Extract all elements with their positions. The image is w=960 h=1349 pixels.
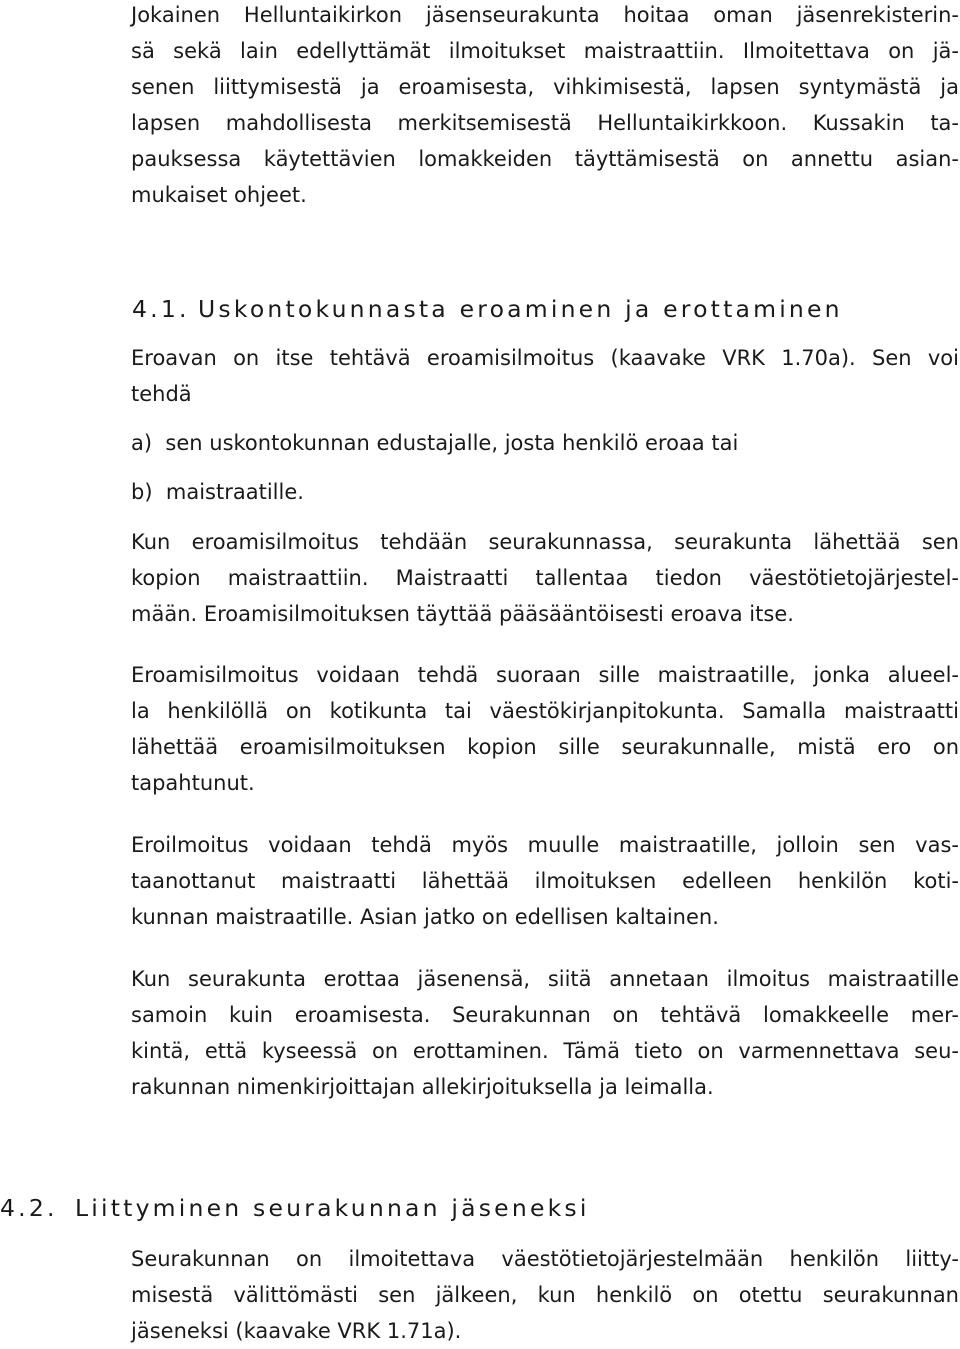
- text-line: kintä, että kyseessä on erottaminen. Tämä tieto on varmennettava seu-: [131, 1039, 959, 1063]
- section-4-2-paragraph-1: [131, 1241, 959, 1349]
- text-line: sä sekä lain edellyttämät ilmoitukset maistraattiin. Ilmoitettava on jä-: [131, 39, 959, 63]
- text-line: Seurakunnan on ilmoitettava väestötietojärjestelmään henkilön liitty-: [131, 1247, 959, 1271]
- section-4-1-list: [131, 474, 959, 510]
- text-line: jäseneksi (kaavake VRK 1.71a).: [131, 1319, 462, 1343]
- text-line: taanottanut maistraatti lähettää ilmoituksen edelleen henkilön koti-: [131, 869, 959, 893]
- text-line: tapahtunut.: [131, 771, 255, 795]
- section-4-1-paragraph-5: [131, 961, 959, 1105]
- section-4-1-paragraph-1: [131, 340, 959, 412]
- text-line: kopion maistraattiin. Maistraatti tallentaa tiedon väestötietojärjestel-: [131, 566, 959, 590]
- text-line: lähettää eroamisilmoituksen kopion sille seurakunnalle, mistä ero on: [131, 735, 959, 759]
- text-line: lapsen mahdollisesta merkitsemisestä Helluntaikirkkoon. Kussakin ta-: [131, 111, 959, 135]
- section-title: Uskontokunnasta eroaminen ja erottaminen: [198, 295, 843, 323]
- text-line: senen liittymisestä ja eroamisesta, vihkimisestä, lapsen syntymästä ja: [131, 75, 959, 99]
- text-line: Kun seurakunta erottaa jäsenensä, siitä annetaan ilmoitus maistraatille: [131, 967, 959, 991]
- text-line: Eroilmoitus voidaan tehdä myös muulle maistraatille, jolloin sen vas-: [131, 833, 959, 857]
- text-line: Kun eroamisilmoitus tehdään seurakunnassa, seurakunta lähettää sen: [131, 530, 959, 554]
- section-heading-4-2: [0, 1190, 960, 1226]
- text-line: Jokainen Helluntaikirkon jäsenseurakunta hoitaa oman jäsenrekisterin-: [131, 3, 959, 27]
- section-4-1-paragraph-4: [131, 827, 959, 935]
- section-heading-4-1: [0, 291, 960, 327]
- section-number: 4.1.: [132, 295, 190, 323]
- text-line: Eroavan on itse tehtävä eroamisilmoitus (kaavake VRK 1.70a). Sen voi: [131, 346, 959, 370]
- intro-paragraph: [131, 0, 959, 213]
- text-line: la henkilöllä on kotikunta tai väestökirjanpitokunta. Samalla maistraatti: [131, 699, 959, 723]
- text-line: Eroamisilmoitus voidaan tehdä suoraan sille maistraatille, jonka alueel-: [131, 663, 959, 687]
- list-item: a) sen uskontokunnan edustajalle, josta henkilö eroaa tai: [131, 431, 739, 455]
- text-line: rakunnan nimenkirjoittajan allekirjoituksella ja leimalla.: [131, 1075, 714, 1099]
- list-item: b) maistraatille.: [131, 480, 304, 504]
- text-line: pauksessa käytettävien lomakkeiden täyttämisestä on annettu asian-: [131, 147, 959, 171]
- text-line: tehdä: [131, 382, 192, 406]
- text-line: misestä välittömästi sen jälkeen, kun henkilö on otettu seurakunnan: [131, 1283, 959, 1307]
- section-4-1-list: [131, 425, 959, 461]
- section-number: 4.2.: [0, 1194, 58, 1222]
- text-line: mukaiset ohjeet.: [131, 183, 307, 207]
- text-line: mään. Eroamisilmoituksen täyttää pääsääntöisesti eroava itse.: [131, 602, 794, 626]
- text-line: samoin kuin eroamisesta. Seurakunnan on tehtävä lomakkeelle mer-: [131, 1003, 959, 1027]
- text-line: kunnan maistraatille. Asian jatko on edellisen kaltainen.: [131, 905, 719, 929]
- section-title: Liittyminen seurakunnan jäseneksi: [75, 1194, 590, 1222]
- section-4-1-paragraph-3: [131, 657, 959, 801]
- section-4-1-paragraph-2: [131, 524, 959, 632]
